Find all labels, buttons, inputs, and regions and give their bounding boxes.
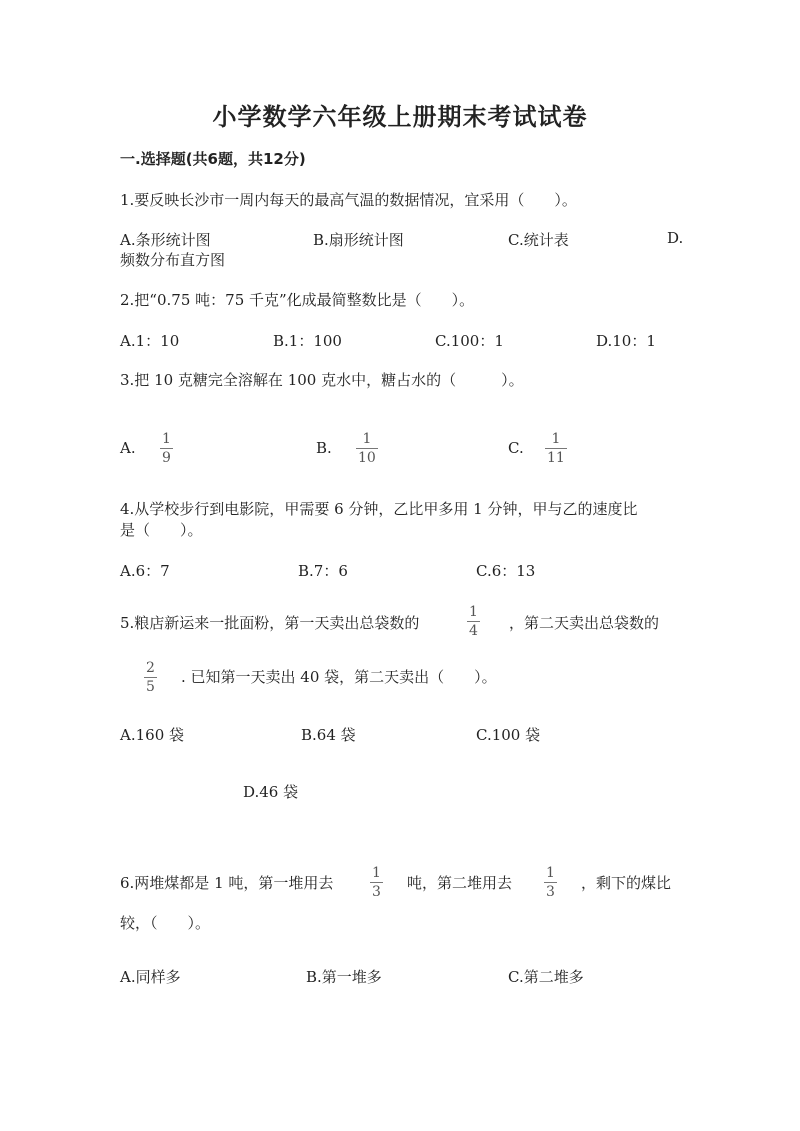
fraction-numerator: 1 <box>546 865 555 881</box>
section-heading: 一.选择题(共6题，共12分) <box>120 150 306 168</box>
question-5-text: 5.粮店新运来一批面粉，第一天卖出总袋数的 <box>120 614 420 632</box>
question-6-text-middle: 吨，第二堆用去 <box>407 874 513 892</box>
question-5-option-d: D.46 袋 <box>243 783 299 801</box>
fraction-numerator: 1 <box>362 431 372 447</box>
fraction-bar <box>467 621 480 622</box>
fraction-numerator: 1 <box>162 431 171 447</box>
fraction-bar <box>356 448 378 449</box>
question-5-text-line2: . 已知第一天卖出 40 袋，第二天卖出（ ）。 <box>181 668 497 686</box>
fraction-bar <box>545 448 567 449</box>
fraction-bar <box>144 677 157 678</box>
fraction-numerator: 2 <box>146 660 155 676</box>
question-5-option-b: B.64 袋 <box>301 726 356 744</box>
question-5-fraction-1 <box>467 604 480 639</box>
fraction-denominator: 11 <box>547 450 565 466</box>
question-6-option-b: B.第一堆多 <box>306 968 382 986</box>
question-6-fraction-2 <box>544 865 557 900</box>
fraction-denominator: 3 <box>372 884 381 900</box>
fraction-denominator: 5 <box>146 679 155 695</box>
question-6-text-line2: 较，（ ）。 <box>120 914 211 932</box>
fraction-denominator: 3 <box>546 884 555 900</box>
question-6-fraction-1 <box>370 865 383 900</box>
question-1-option-d-text: 频数分布直方图 <box>120 251 226 269</box>
question-5-fraction-2 <box>144 660 157 695</box>
page-title: 小学数学六年级上册期末考试试卷 <box>212 103 588 131</box>
question-4-option-b: B.7：6 <box>298 562 348 580</box>
question-5-text-after-fraction: ，第二天卖出总袋数的 <box>509 614 660 632</box>
fraction-bar <box>370 882 383 883</box>
fraction-numerator: 1 <box>372 865 381 881</box>
fraction-numerator: 1 <box>469 604 478 620</box>
fraction-denominator: 9 <box>162 450 171 466</box>
question-3-fraction-a <box>160 431 173 466</box>
question-1-option-b: B.扇形统计图 <box>313 231 404 249</box>
question-2-option-a: A.1：10 <box>120 332 180 350</box>
fraction-denominator: 10 <box>358 450 376 466</box>
question-2-option-b: B.1：100 <box>273 332 342 350</box>
question-5-option-c: C.100 袋 <box>476 726 541 744</box>
fraction-bar <box>160 448 173 449</box>
question-4-option-a: A.6：7 <box>120 562 170 580</box>
question-4-option-c: C.6：13 <box>476 562 536 580</box>
question-5-option-a: A.160 袋 <box>120 726 184 744</box>
question-3-option-a: A. <box>120 439 136 457</box>
question-2-option-d: D.10：1 <box>596 332 656 350</box>
question-4-text: 4.从学校步行到电影院，甲需要 6 分钟，乙比甲多用 1 分钟，甲与乙的速度比 <box>120 500 638 518</box>
question-6-option-c: C.第二堆多 <box>508 968 584 986</box>
question-3-option-b: B. <box>316 439 332 457</box>
question-3-fraction-b <box>356 431 378 466</box>
question-1-option-c: C.统计表 <box>508 231 569 249</box>
fraction-denominator: 4 <box>469 623 478 639</box>
question-2-text: 2.把“0.75 吨：75 千克”化成最简整数比是（ ）。 <box>120 291 475 309</box>
fraction-bar <box>544 882 557 883</box>
question-4-text-line2: 是（ ）。 <box>120 521 203 539</box>
question-3-text: 3.把 10 克糖完全溶解在 100 克水中，糖占水的（ ）。 <box>120 371 524 389</box>
question-6-text: 6.两堆煤都是 1 吨，第一堆用去 <box>120 874 334 892</box>
question-1-option-a: A.条形统计图 <box>120 231 211 249</box>
question-2-option-c: C.100：1 <box>435 332 504 350</box>
question-6-option-a: A.同样多 <box>120 968 181 986</box>
question-3-fraction-c <box>545 431 567 466</box>
question-1-text: 1.要反映长沙市一周内每天的最高气温的数据情况，宜采用（ ）。 <box>120 191 577 209</box>
question-6-text-end: ，剩下的煤比 <box>581 874 672 892</box>
fraction-numerator: 1 <box>551 431 561 447</box>
question-1-option-d: D. <box>667 229 684 247</box>
question-3-option-c: C. <box>508 439 524 457</box>
